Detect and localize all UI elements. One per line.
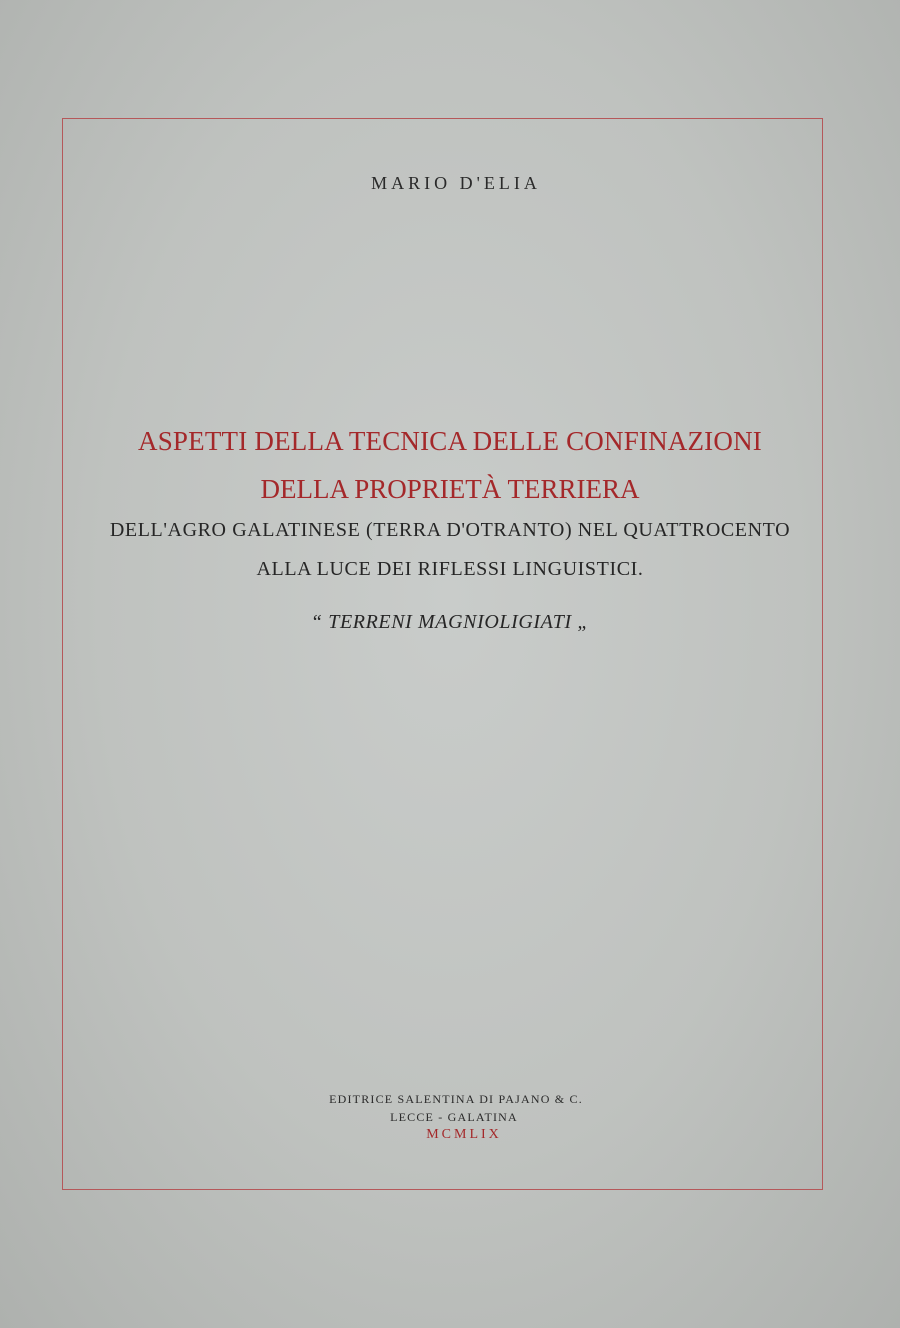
title-line-2: DELLA PROPRIETÀ TERRIERA (260, 474, 640, 504)
publication-year: MCMLIX (426, 1127, 502, 1142)
red-border-frame (62, 118, 823, 1190)
author-name: MARIO D'ELIA (371, 173, 541, 193)
title-line-1: ASPETTI DELLA TECNICA DELLE CONFINAZIONI (138, 426, 762, 456)
publisher-place: LECCE - GALATINA (390, 1110, 518, 1124)
subtitle-line-2: ALLA LUCE DEI RIFLESSI LINGUISTICI. (256, 558, 644, 580)
quoted-phrase: “ TERRENI MAGNIOLIGIATI „ (310, 611, 590, 633)
publisher-name: EDITRICE SALENTINA DI PAJANO & C. (329, 1092, 583, 1106)
subtitle-line-1: DELL'AGRO GALATINESE (TERRA D'OTRANTO) NEL QUATTROCENTO (109, 519, 791, 541)
